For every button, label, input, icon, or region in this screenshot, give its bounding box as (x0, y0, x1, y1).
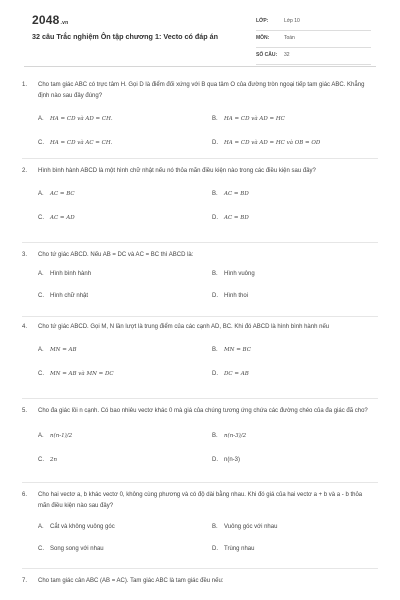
question-number: 7. (22, 578, 28, 584)
option-letter: D. (212, 215, 218, 221)
option-text: AC = BC (50, 191, 75, 197)
option-letter: C. (38, 546, 44, 552)
option-text: MN = AB và MN = DC (50, 371, 114, 377)
option-b[interactable] (212, 522, 277, 532)
option-letter: A. (38, 433, 44, 439)
meta-row-count (256, 48, 371, 65)
option-text: MN = AB (50, 347, 77, 353)
document-title: 32 câu Trắc nghiệm Ôn tập chương 1: Vecto có đáp án (32, 32, 219, 41)
question-stem (22, 166, 378, 177)
meta-key: LỚP: (256, 18, 269, 24)
question-4 (22, 322, 378, 385)
option-text: Hình bình hành (50, 271, 92, 277)
question-stem (22, 490, 378, 512)
option-text: AC = BD (224, 191, 249, 197)
question-7 (22, 576, 378, 587)
option-letter: A. (38, 116, 44, 122)
option-letter: C. (38, 293, 44, 299)
option-d[interactable] (212, 455, 240, 465)
question-stem (22, 406, 378, 417)
question-number: 5. (22, 408, 28, 414)
answer-options (22, 516, 378, 564)
question-2 (22, 166, 378, 229)
question-divider (22, 242, 378, 243)
question-text: Cho đa giác lồi n cạnh. Có bao nhiêu vectơ khác 0 mà giá của chúng tương ứng chứa các đường chéo của đa giác đã cho? (38, 408, 368, 414)
option-text: n(n-3)/2 (224, 433, 247, 439)
meta-value: Toán (284, 35, 295, 41)
question-text: Cho tam giác ABC có trực tâm H. Gọi D là điểm đối xứng với B qua tâm O của đường tròn ngoại tiếp tam giác ABC. Khẳng định nào sau đây đúng? (38, 82, 365, 99)
option-text: HA = CD và AD = HC và OB = OD (224, 140, 321, 146)
option-text: 2n (50, 457, 58, 463)
option-text: Hình thoi (224, 293, 249, 299)
option-letter: D. (212, 371, 218, 377)
question-text: Hình bình hành ABCD là một hình chữ nhật nếu nó thỏa mãn điều kiện nào trong các điều kiện sau đây? (38, 168, 316, 174)
option-text: HA = CD và AD = HC (224, 116, 285, 122)
question-number: 3. (22, 252, 28, 258)
option-d[interactable] (212, 544, 254, 554)
answer-options (22, 421, 378, 469)
option-letter: C. (38, 215, 44, 221)
option-letter: B. (212, 524, 218, 530)
option-d[interactable] (212, 138, 320, 148)
option-text: HA = CD và AC = CH. (50, 140, 113, 146)
option-b[interactable] (212, 114, 285, 124)
meta-row-class (256, 14, 371, 31)
option-d[interactable] (212, 213, 249, 223)
option-letter: D. (212, 457, 218, 463)
answer-options (22, 337, 378, 385)
question-number: 2. (22, 168, 28, 174)
question-divider (22, 158, 378, 159)
option-d[interactable] (212, 291, 248, 301)
answer-options (22, 106, 378, 154)
option-text: AC = BD (224, 215, 249, 221)
logo-tld: .vn (60, 20, 69, 26)
option-text: DC = AB (224, 371, 249, 377)
meta-key: MÔN: (256, 35, 270, 41)
site-logo[interactable] (32, 13, 68, 27)
logo-text: 2048 (32, 13, 60, 27)
option-text: Cắt và không vuông góc (50, 524, 115, 530)
option-text: Trùng nhau (224, 546, 255, 552)
question-number: 4. (22, 324, 28, 330)
option-letter: D. (212, 546, 218, 552)
option-letter: C. (38, 371, 44, 377)
question-number: 6. (22, 492, 28, 498)
option-text: Vuông góc với nhau (224, 524, 278, 530)
answer-options (22, 265, 378, 313)
question-stem (22, 250, 378, 261)
header-divider (24, 66, 376, 67)
question-divider (22, 398, 378, 399)
question-3 (22, 250, 378, 313)
option-c[interactable] (38, 455, 57, 465)
option-c[interactable] (38, 138, 112, 148)
page-header (0, 0, 400, 66)
option-letter: D. (212, 140, 218, 146)
option-c[interactable] (38, 213, 75, 223)
option-letter: A. (38, 347, 44, 353)
option-a[interactable] (38, 345, 77, 355)
answer-options (22, 181, 378, 229)
option-letter: A. (38, 524, 44, 530)
option-text: n(n-1)/2 (50, 433, 73, 439)
question-divider (22, 568, 378, 569)
option-c[interactable] (38, 544, 104, 554)
option-a[interactable] (38, 431, 72, 441)
option-b[interactable] (212, 189, 249, 199)
question-1 (22, 80, 378, 154)
option-b[interactable] (212, 269, 255, 279)
option-text: Hình chữ nhật (50, 293, 89, 299)
question-divider (22, 316, 378, 317)
option-letter: C. (38, 457, 44, 463)
option-letter: B. (212, 433, 218, 439)
option-b[interactable] (212, 431, 246, 441)
question-text: Cho hai vectơ a, b khác vectơ 0, không cùng phương và có độ dài bằng nhau. Khi đó giá của hai vectơ a + b và a - b thỏa mãn điều kiện nào sau đây? (38, 492, 363, 509)
option-text: AC = AD (50, 215, 75, 221)
option-letter: C. (38, 140, 44, 146)
option-text: MN = BC (224, 347, 251, 353)
question-stem (22, 80, 378, 102)
meta-info-table (256, 14, 371, 65)
option-text: HA = CD và AD = CH. (50, 116, 113, 122)
option-a[interactable] (38, 522, 115, 532)
question-divider (22, 482, 378, 483)
option-text: n(n-3) (224, 457, 241, 463)
option-letter: B. (212, 271, 218, 277)
question-text: Cho tứ giác ABCD. Gọi M, N lần lượt là trung điểm của các cạnh AD, BC. Khi đó ABCD là hình bình hành nếu (38, 324, 330, 330)
question-text: Cho tứ giác ABCD. Nếu AB = DC và AC = BC thì ABCD là: (38, 252, 194, 258)
question-6 (22, 490, 378, 564)
option-letter: B. (212, 347, 218, 353)
question-5 (22, 406, 378, 469)
option-b[interactable] (212, 345, 251, 355)
question-number: 1. (22, 82, 28, 88)
option-letter: B. (212, 116, 218, 122)
meta-row-subject (256, 31, 371, 48)
option-letter: A. (38, 191, 44, 197)
question-text: Cho tam giác cân ABC (AB = AC). Tam giác ABC là tam giác đều nếu: (38, 578, 224, 584)
option-a[interactable] (38, 189, 75, 199)
option-text: Hình vuông (224, 271, 255, 277)
meta-value: 32 (284, 52, 290, 58)
option-letter: B. (212, 191, 218, 197)
meta-key: SỐ CÂU: (256, 52, 278, 58)
option-c[interactable] (38, 291, 88, 301)
question-stem (22, 322, 378, 333)
question-stem (22, 576, 378, 587)
option-a[interactable] (38, 269, 91, 279)
meta-value: Lớp 10 (284, 18, 300, 24)
option-letter: D. (212, 293, 218, 299)
option-a[interactable] (38, 114, 113, 124)
option-text: Song song với nhau (50, 546, 104, 552)
option-c[interactable] (38, 369, 114, 379)
option-letter: A. (38, 271, 44, 277)
option-d[interactable] (212, 369, 249, 379)
